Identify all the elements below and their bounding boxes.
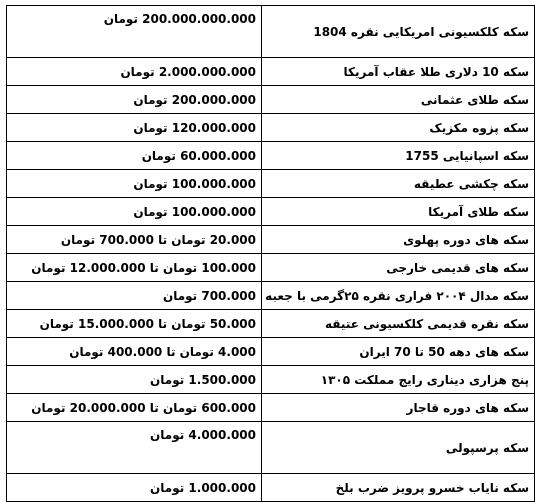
coin-name-cell: سکه های دوره قاجار [262, 394, 535, 422]
table-row [7, 170, 535, 198]
coin-name-cell: سکه نایاب خسرو پرویز ضرب بلخ [262, 474, 535, 502]
coin-price-cell: 2.000.000.000 تومان [7, 58, 262, 86]
coin-name-cell: سکه مدال ۲۰۰۴ فراری نقره ۲۵گرمی با جعبه [262, 282, 535, 310]
coin-price-cell: 100.000.000 تومان [7, 170, 262, 198]
coin-price-cell: 20.000 تومان تا 700.000 تومان [7, 226, 262, 254]
table-row [7, 198, 535, 226]
table-row [7, 226, 535, 254]
coin-price-cell: 50.000 تومان تا 15.000.000 تومان [7, 310, 262, 338]
table-row [7, 310, 535, 338]
coin-price-cell: 100.000 تومان تا 12.000.000 تومان [7, 254, 262, 282]
table-row [7, 338, 535, 366]
coin-price-cell: 600.000 تومان تا 20.000.000 تومان [7, 394, 262, 422]
coin-price-cell: 120.000.000 تومان [7, 114, 262, 142]
coin-price-cell: 1.000.000 تومان [7, 474, 262, 502]
table-row [7, 86, 535, 114]
coin-name-cell: سکه پزوه مکزیک [262, 114, 535, 142]
table-row [7, 142, 535, 170]
table-row [7, 114, 535, 142]
coin-name-cell: سکه طلای عثمانی [262, 86, 535, 114]
coin-name-cell: سکه های قدیمی خارجی [262, 254, 535, 282]
coin-price-cell: 4.000.000 تومان [7, 422, 262, 474]
table-row [7, 474, 535, 502]
coin-name-cell: سکه نقره قدیمی کلکسیونی عتیقه [262, 310, 535, 338]
coin-name-cell: سکه 10 دلاری طلا عقاب آمریکا [262, 58, 535, 86]
table-row [7, 366, 535, 394]
coin-price-cell: 1.500.000 تومان [7, 366, 262, 394]
coin-price-table [6, 5, 535, 502]
coin-price-cell: 200.000.000.000 تومان [7, 6, 262, 58]
table-row [7, 254, 535, 282]
coin-name-cell: سکه های دوره پهلوی [262, 226, 535, 254]
table-row [7, 6, 535, 58]
coin-price-cell: 200.000.000 تومان [7, 86, 262, 114]
coin-price-cell: 4.000 تومان تا 400.000 تومان [7, 338, 262, 366]
coin-price-cell: 100.000.000 تومان [7, 198, 262, 226]
table-row [7, 58, 535, 86]
coin-price-cell: 60.000.000 تومان [7, 142, 262, 170]
coin-name-cell: سکه اسپانیایی 1755 [262, 142, 535, 170]
coin-name-cell: سکه کلکسیونی امریکایی نقره 1804 [262, 6, 535, 58]
table-row [7, 422, 535, 474]
coin-name-cell: سکه پرسپولی [262, 422, 535, 474]
coin-name-cell: سکه طلای آمریکا [262, 198, 535, 226]
coin-name-cell: سکه چکشی عطیقه [262, 170, 535, 198]
table-row [7, 394, 535, 422]
coin-name-cell: پنج هزاری دیناری رایج مملکت ۱۳۰۵ [262, 366, 535, 394]
coin-price-cell: 700.000 تومان [7, 282, 262, 310]
coin-name-cell: سکه های دهه 50 تا 70 ایران [262, 338, 535, 366]
table-row [7, 282, 535, 310]
